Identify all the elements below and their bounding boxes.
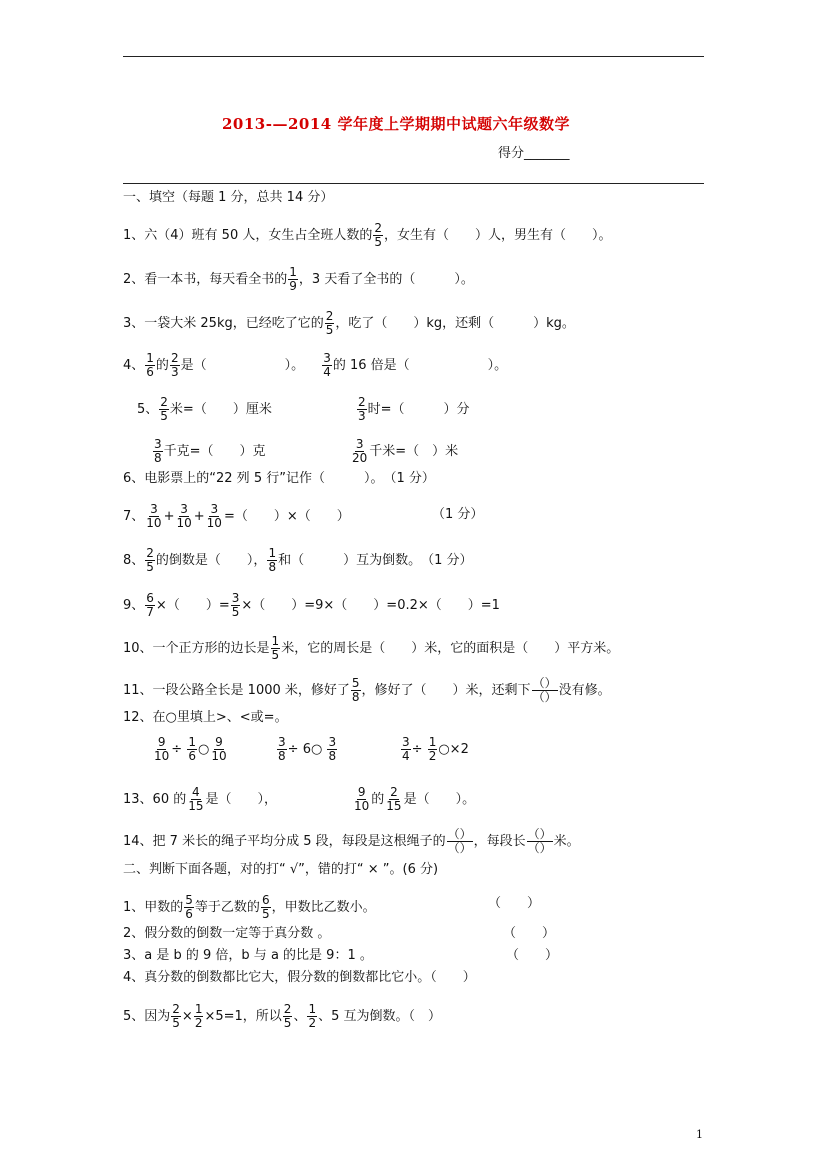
question-7 (123, 503, 350, 530)
q10-text-a: 10、一个正方形的边长是 (123, 641, 270, 656)
q5-num: 5、 (137, 402, 159, 417)
question-5b (356, 396, 470, 423)
q5-fraction-b: $\frac{2}{3}$ (358, 395, 366, 423)
q7-fraction-3: $\frac{3}{10}$ (206, 502, 222, 530)
q7-num: 7、 (123, 509, 145, 524)
question-5d (350, 438, 458, 465)
q7-plus-2: + (193, 509, 205, 524)
q12-c1-fraction-2: $\frac{1}{6}$ (188, 735, 196, 763)
j5-fraction-1: $\frac{2}{5}$ (172, 1002, 180, 1030)
q13-text-d: 是（ ）。 (403, 792, 476, 807)
question-9 (123, 592, 500, 619)
header-rule (123, 183, 704, 184)
j1-text-c: ，甲数比乙数小。 (271, 900, 376, 915)
q2-fraction: $\frac{1}{9}$ (289, 265, 297, 293)
j1-text-a: 1、甲数的 (123, 900, 184, 915)
q8-num: 8、 (123, 553, 145, 568)
q5-text-a: 米=（ ）厘米 (169, 402, 272, 417)
q4-text-c: 是（ ）。 (180, 358, 305, 373)
q3-fraction: $\frac{2}{5}$ (325, 309, 334, 337)
page-number: 1 (696, 1128, 703, 1141)
q14-text-a: 14、把 7 米长的绳子平均分成 5 段，每段是这根绳子的 (123, 834, 446, 849)
q9-text-c: ×（ ）=9×（ ）=0.2×（ ）=1 (241, 598, 500, 613)
q5-text-b: 时=（ ）分 (367, 402, 470, 417)
q5-fraction-c: $\frac{3}{8}$ (154, 437, 162, 465)
judge-1-mark: （ ） (488, 896, 541, 911)
q4-text-d: 的 16 倍是（ ）。 (332, 358, 508, 373)
q7-text-b: =（ ）×（ ） (223, 509, 350, 524)
q12-c3-op: ÷ (411, 742, 423, 757)
q13-fraction-2: $\frac{9}{10}$ (354, 785, 370, 813)
j1-fraction-1: $\frac{5}{6}$ (185, 893, 193, 921)
q13-fraction-1: $\frac{4}{15}$ (188, 785, 204, 813)
question-6: 6、电影票上的“22 列 5 行”记作（ ）。 （1 分） (123, 471, 435, 486)
q8-fraction-1: $\frac{2}{5}$ (146, 546, 154, 574)
q13-fraction-3: $\frac{2}{15}$ (386, 785, 402, 813)
exam-title: 2013-—2014 学年度上学期期中试题六年级数学 (222, 115, 570, 133)
question-13-part2 (352, 786, 475, 813)
q11-text-b: ，修好了（ ）米，还剩下 (361, 683, 531, 698)
question-14 (123, 828, 580, 855)
question-5c (152, 438, 266, 465)
judge-2: 2、假分数的倒数一定等于真分数 。 (123, 926, 331, 941)
question-11 (123, 677, 611, 704)
q11-text-a: 11、一段公路全长是 1000 米，修好了 (123, 683, 350, 698)
q5-fraction-a: $\frac{2}{5}$ (160, 395, 168, 423)
q7-fraction-1: $\frac{3}{10}$ (146, 502, 162, 530)
j5-fraction-2: $\frac{1}{2}$ (194, 1002, 203, 1030)
question-7-points: （1 分） (432, 507, 484, 522)
q11-fraction-1: $\frac{5}{8}$ (351, 676, 360, 704)
q14-fraction-2: （） （） (527, 827, 552, 855)
q12-compare-1 (152, 736, 229, 763)
j5-times: × (181, 1009, 193, 1024)
top-rule (123, 56, 704, 57)
j5-sep: 、 (293, 1009, 307, 1024)
question-8 (123, 547, 472, 574)
q10-fraction: $\frac{1}{5}$ (271, 634, 280, 662)
q14-text-b: ，每段长 (473, 834, 526, 849)
q5-text-c: 千克=（ ）克 (163, 444, 266, 459)
q12-c2-fraction-1: $\frac{3}{8}$ (278, 735, 286, 763)
q1-text-a: 1、六（4）班有 50 人，女生占全班人数的 (123, 228, 373, 243)
question-13 (123, 786, 277, 813)
q9-fraction-2: $\frac{3}{5}$ (231, 591, 240, 619)
j1-fraction-2: $\frac{6}{5}$ (261, 893, 270, 921)
question-4 (123, 352, 507, 379)
q1-fraction: $\frac{2}{5}$ (374, 221, 382, 249)
q12-c1-op: ÷ (171, 742, 183, 757)
question-3 (123, 310, 575, 337)
q3-text-b: ，吃了（ ）kg，还剩（ ）kg。 (335, 316, 575, 331)
q3-text-a: 3、一袋大米 25kg，已经吃了它的 (123, 316, 324, 331)
judge-1 (123, 894, 376, 921)
q9-text-b: ×（ ）= (155, 598, 230, 613)
q8-text-c: 和（ ）互为倒数。 （1 分） (278, 553, 473, 568)
q12-compare-3 (400, 736, 469, 763)
judge-3: 3、a 是 b 的 9 倍，b 与 a 的比是 9：1 。 (123, 948, 373, 963)
q12-c1-fraction-1: $\frac{9}{10}$ (154, 735, 170, 763)
q13-text-c: 的 (371, 792, 385, 807)
q9-fraction-1: $\frac{6}{7}$ (146, 591, 154, 619)
q12-c1-circle: ○ (197, 742, 210, 757)
judge-2-mark: （ ） (503, 926, 556, 941)
j5-text-a: 5、因为 (123, 1009, 171, 1024)
q11-fraction-2: （） （） (532, 676, 557, 704)
q9-num: 9、 (123, 598, 145, 613)
question-1 (123, 222, 612, 249)
q4-num: 4、 (123, 358, 145, 373)
q4-text-b: 的 (155, 358, 169, 373)
judge-5 (123, 1003, 441, 1030)
q12-c2-fraction-2: $\frac{3}{8}$ (328, 735, 337, 763)
q8-text-b: 的倒数是（ ）， (155, 553, 267, 568)
q4-fraction-3: $\frac{3}{4}$ (323, 351, 331, 379)
j5-fraction-3: $\frac{2}{5}$ (283, 1002, 292, 1030)
j5-text-e: 、5 互为倒数。（ ） (318, 1009, 441, 1024)
question-12: 12、在○里填上>、<或=。 (123, 710, 288, 725)
q12-c3-circle: ○×2 (438, 742, 469, 757)
section1-heading: 一、填空（每题 1 分，总共 14 分） (123, 190, 334, 205)
j1-text-b: 等于乙数的 (194, 900, 260, 915)
section2-heading: 二、判断下面各题，对的打“ √”，错的打“ × ”。(6 分) (123, 862, 439, 877)
q10-text-b: 米，它的周长是（ ）米，它的面积是（ ）平方米。 (281, 641, 620, 656)
j5-fraction-4: $\frac{1}{2}$ (308, 1002, 317, 1030)
q12-c2-op: ÷ (287, 742, 299, 757)
q4-fraction-2: $\frac{2}{3}$ (170, 351, 179, 379)
q14-text-c: 米。 (553, 834, 580, 849)
q13-text-b: 是（ ）， (205, 792, 278, 807)
q11-text-c: 没有修。 (558, 683, 611, 698)
j5-text-c: ×5=1，所以 (204, 1009, 282, 1024)
question-5a (137, 396, 272, 423)
q2-text-a: 2、看一本书，每天看全书的 (123, 272, 288, 287)
question-2 (123, 266, 474, 293)
q7-fraction-2: $\frac{3}{10}$ (176, 502, 192, 530)
q14-fraction-1: （） （） (447, 827, 472, 855)
q4-fraction-1: $\frac{1}{6}$ (146, 351, 154, 379)
q7-plus-1: + (163, 509, 175, 524)
q12-c3-fraction-1: $\frac{3}{4}$ (402, 735, 410, 763)
q2-text-b: ，3 天看了全书的（ ）。 (298, 272, 474, 287)
q5-fraction-d: $\frac{3}{20}$ (352, 437, 368, 465)
q12-compare-2 (276, 736, 338, 763)
question-10 (123, 635, 619, 662)
judge-3-mark: （ ） (506, 948, 559, 963)
judge-4: 4、真分数的倒数都比它大，假分数的倒数都比它小。（ ） (123, 970, 476, 985)
q13-text-a: 13、60 的 (123, 792, 187, 807)
q1-text-b: ，女生有（ ）人，男生有（ ）。 (384, 228, 612, 243)
q12-c2-circle: 6○ (302, 742, 323, 757)
score-field: 得分_______ (498, 146, 570, 161)
q12-c3-fraction-2: $\frac{1}{2}$ (428, 735, 437, 763)
q12-c1-fraction-3: $\frac{9}{10}$ (211, 735, 227, 763)
q8-fraction-2: $\frac{1}{8}$ (268, 546, 277, 574)
q5-text-d: 千米=（ ）米 (369, 444, 459, 459)
